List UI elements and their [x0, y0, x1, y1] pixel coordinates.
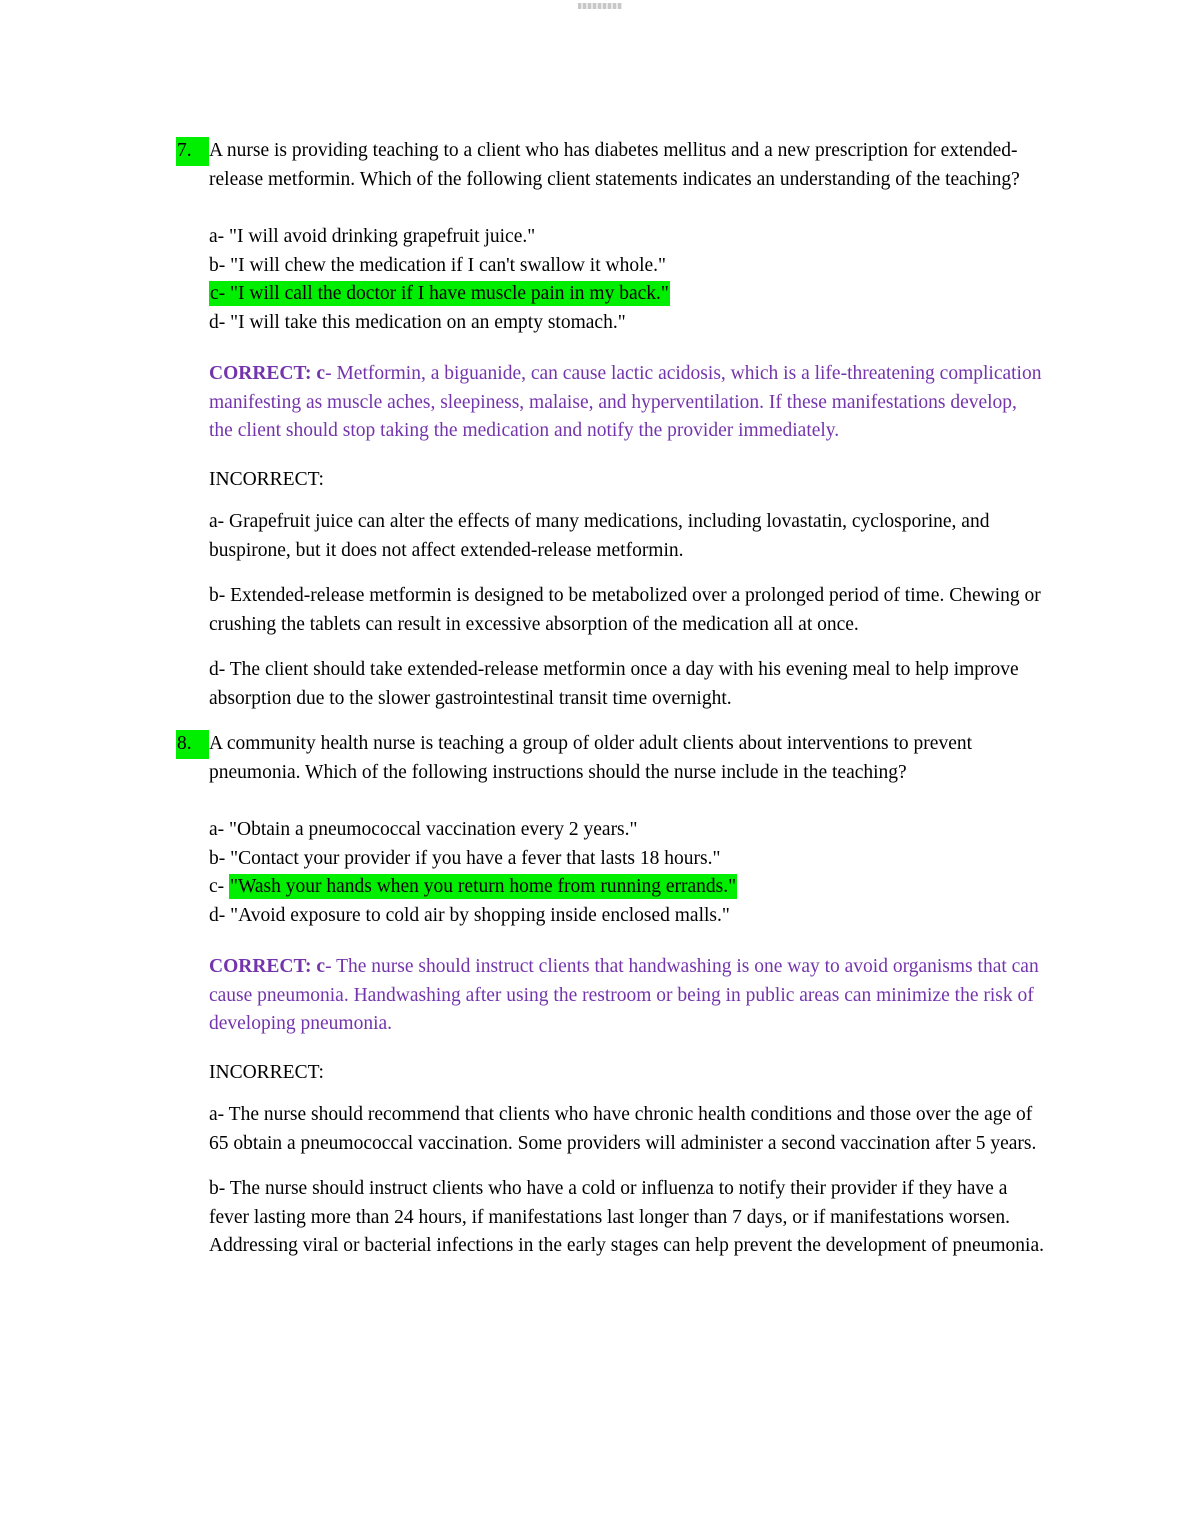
question-8-option-c [209, 873, 1044, 902]
option-text: "Avoid exposure to cold air by shopping inside enclosed malls." [230, 904, 730, 926]
question-7-rationale-a: a- Grapefruit juice can alter the effects of many medications, including lovastatin, cyclosporine, and buspirone, but it does not affect extended-release metformin. [209, 511, 990, 561]
option-label: c- [209, 876, 225, 897]
option-label: a- [209, 226, 225, 247]
question-8 [177, 730, 1044, 1261]
correct-label: CORRECT: c [209, 363, 326, 384]
question-7-rationale-d: d- The client should take extended-release metformin once a day with his evening meal to help improve absorption due to the slower gastrointestinal transit time overnight. [209, 659, 1019, 709]
option-label: b- [209, 254, 226, 276]
question-7-stem-block [177, 137, 1044, 194]
question-8-options [209, 816, 1044, 930]
question-8-option-d [209, 902, 1044, 931]
question-8-option-b [209, 845, 1044, 874]
question-7 [177, 137, 1044, 713]
question-7-correct-rationale [209, 360, 1044, 446]
question-7-option-c [209, 280, 1044, 309]
option-text: "I will chew the medication if I can't swallow it whole." [230, 254, 666, 276]
question-8-stem-block [177, 730, 1044, 787]
option-label: d- [209, 311, 226, 333]
question-7-option-a [209, 223, 1044, 252]
question-7-options [209, 223, 1044, 337]
question-7-option-d [209, 309, 1044, 338]
question-8-rationale-b: b- The nurse should instruct clients who have a cold or influenza to notify their provider if they have a fever lasting more than 24 hours, if manifestations last longer than 7 days, or if manifestations worsen. Addressing viral or bacterial infections in the early stages can help prevent the development of pneumonia. [209, 1178, 1044, 1256]
correct-label: CORRECT: c [209, 956, 326, 977]
option-label: b- [209, 847, 226, 869]
question-7-stem: A nurse is providing teaching to a client who has diabetes mellitus and a new prescription for extended-release metformin. Which of the following client statements indicates an understanding of the teaching? [209, 140, 1020, 190]
question-7-number: 7. [176, 137, 209, 166]
question-7-rationale-b: b- Extended-release metformin is designed to be metabolized over a prolonged period of time. Chewing or crushing the tablets can result in excessive absorption of the medication all at once. [209, 585, 1041, 635]
question-8-stem: A community health nurse is teaching a group of older adult clients about interventions to prevent pneumonia. Which of the following instructions should the nurse include in the teaching? [209, 733, 973, 783]
option-text: "I will avoid drinking grapefruit juice." [229, 226, 536, 247]
question-8-incorrect-heading: INCORRECT: [209, 1061, 324, 1083]
correct-text: - The nurse should instruct clients that handwashing is one way to avoid organisms that can cause pneumonia. Handwashing after using the restroom or being in public areas can minimize the risk of developing pneumonia. [209, 956, 1039, 1034]
option-label: d- [209, 904, 226, 926]
question-7-option-b [209, 252, 1044, 281]
option-text: "I will call the doctor if I have muscle pain in my back." [230, 283, 669, 304]
question-8-correct-rationale [209, 953, 1044, 1039]
question-8-number: 8. [176, 730, 209, 759]
highlighted-answer [209, 281, 670, 306]
document-content [177, 137, 1044, 1278]
option-text: "I will take this medication on an empty stomach." [230, 311, 626, 333]
option-text: "Obtain a pneumococcal vaccination every 2 years." [229, 819, 638, 840]
question-8-option-a [209, 816, 1044, 845]
correct-text: - Metformin, a biguanide, can cause lactic acidosis, which is a life-threatening complication manifesting as muscle aches, sleepiness, malaise, and hyperventilation. If these manifestations develop, the client should stop taking the medication and notify the provider immediately. [209, 363, 1042, 441]
question-8-rationale-a: a- The nurse should recommend that clients who have chronic health conditions and those over the age of 65 obtain a pneumococcal vaccination. Some providers will administer a second vaccination after 5 years. [209, 1104, 1037, 1154]
option-text: "Contact your provider if you have a fever that lasts 18 hours." [230, 847, 721, 869]
question-7-incorrect-heading: INCORRECT: [209, 468, 324, 490]
option-label: c- [210, 283, 226, 304]
page-header-mark [578, 3, 622, 9]
option-label: a- [209, 819, 225, 840]
highlighted-answer: "Wash your hands when you return home from running errands." [230, 876, 737, 897]
